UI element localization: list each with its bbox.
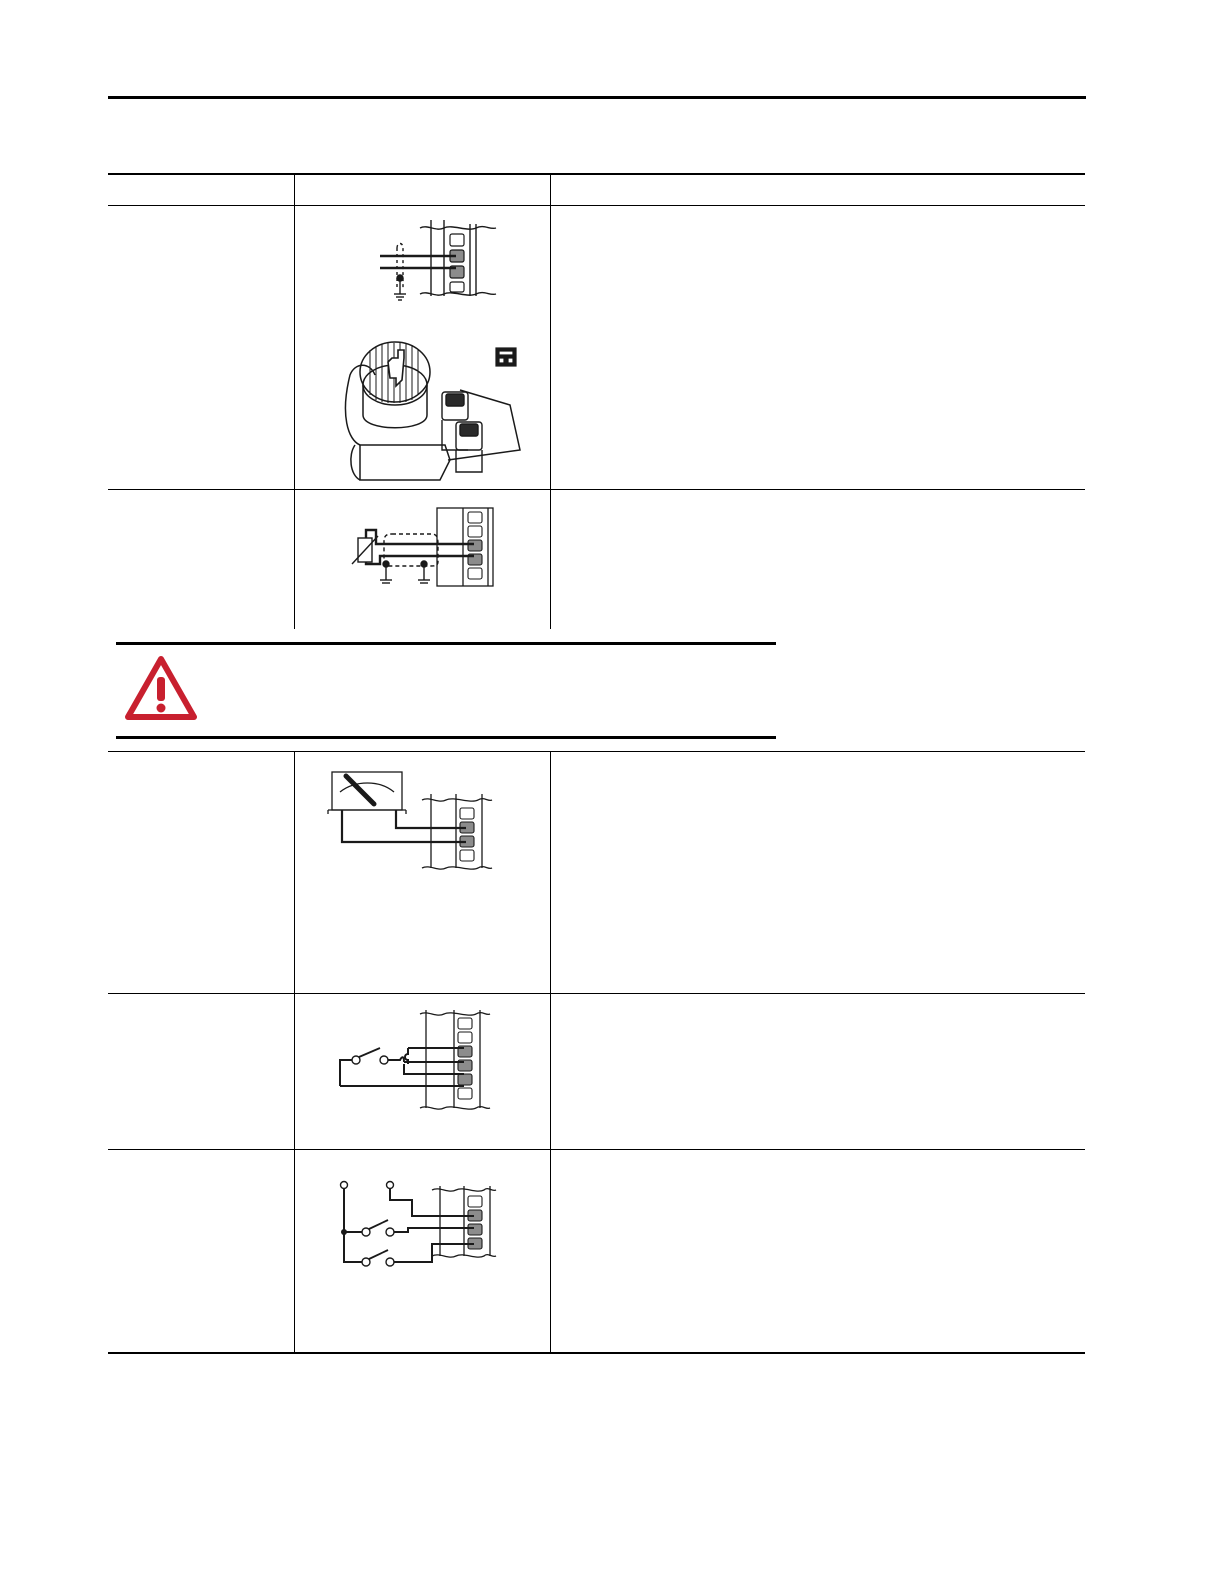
- warning-bottom-rule: [116, 736, 776, 739]
- three-wire-switch-wiring-figure: [300, 1176, 545, 1276]
- row-separator: [108, 751, 1085, 752]
- column-divider: [550, 174, 551, 206]
- row-separator: [108, 489, 1085, 490]
- shielded-pair-wiring-figure: [300, 210, 545, 485]
- row-separator: [108, 993, 1085, 994]
- column-divider: [294, 490, 295, 629]
- page-top-rule: [108, 96, 1086, 99]
- column-divider: [294, 206, 295, 490]
- column-divider: [550, 994, 551, 1150]
- column-divider: [550, 206, 551, 490]
- table-header-col2: [300, 180, 545, 200]
- analog-meter-wiring-figure: [300, 764, 545, 884]
- column-divider: [550, 1150, 551, 1354]
- table-bottom-rule: [108, 1352, 1085, 1354]
- column-divider: [550, 490, 551, 629]
- table-top-rule: [108, 173, 1085, 175]
- row-separator: [108, 1149, 1085, 1150]
- table-header-rule: [108, 205, 1085, 206]
- column-divider: [294, 1150, 295, 1354]
- table-header-col3: [556, 180, 1081, 200]
- column-divider: [550, 752, 551, 994]
- warning-triangle-icon: [124, 655, 198, 721]
- warning-top-rule: [116, 642, 776, 645]
- two-wire-switch-wiring-figure: [300, 1004, 545, 1119]
- thermistor-wiring-figure: [300, 500, 545, 600]
- column-divider: [294, 994, 295, 1150]
- column-divider: [294, 752, 295, 994]
- column-divider: [294, 174, 295, 206]
- table-header-col1: [112, 180, 292, 200]
